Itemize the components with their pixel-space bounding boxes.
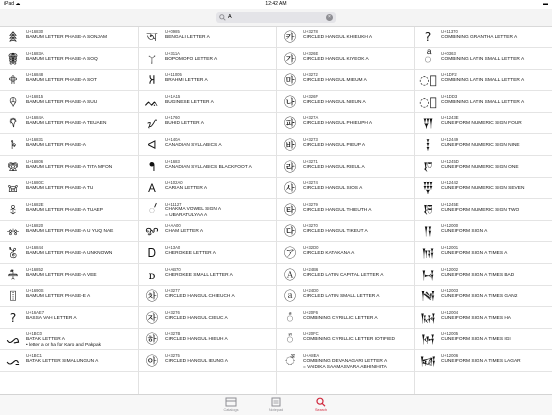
character-name: BAMUM LETTER PHASE-E A	[26, 294, 91, 300]
character-alias: • letter a or ha for Karo and Pakpak	[26, 342, 102, 348]
character-name: BRAHMI LETTER A	[165, 78, 208, 84]
character-name: CHEROKEE SMALL LETTER A	[165, 272, 233, 278]
character-name: CUNEIFORM SIGN A TIMES IGI	[441, 337, 511, 343]
character-row[interactable]	[139, 329, 277, 350]
character-row[interactable]	[139, 308, 277, 329]
character-row[interactable]	[277, 70, 415, 91]
character-name: CIRCLED HANGUL IEUNG A	[165, 359, 228, 364]
character-name: CHAKMA VOWEL SIGN A	[165, 207, 222, 213]
character-glyph: 𖡈	[8, 73, 18, 88]
character-name: CIRCLED HANGUL PIEUP A	[303, 143, 366, 148]
character-name: CIRCLED HANGUL RIEUL A	[303, 164, 365, 170]
character-glyph: ㉸	[283, 30, 296, 44]
grid-column	[138, 27, 277, 394]
character-row[interactable]	[0, 265, 138, 286]
codepoint-label: U+1690S	[26, 288, 44, 294]
character-glyph: ㉲	[283, 73, 296, 88]
character-glyph: ◌ⷶ	[286, 310, 294, 325]
character-row[interactable]	[139, 200, 277, 221]
character-glyph: 𒀃	[420, 289, 436, 304]
carrier-label: iPad ☁	[4, 1, 21, 7]
character-row[interactable]	[0, 113, 138, 134]
character-row[interactable]	[139, 135, 277, 156]
character-glyph: ᝠ	[147, 116, 157, 131]
character-row[interactable]	[277, 351, 415, 372]
character-glyph: 𖠕	[9, 94, 17, 109]
character-row[interactable]	[415, 27, 552, 48]
character-glyph: ㉴	[283, 181, 296, 196]
character-row[interactable]	[277, 200, 415, 221]
character-name: BATAK LETTER A	[26, 336, 66, 342]
tab-notepad[interactable]	[261, 397, 291, 412]
tab-catalogs-label: Catalogs	[223, 408, 239, 412]
codepoint-label: U+3273	[303, 137, 318, 142]
character-row[interactable]	[0, 200, 138, 221]
codepoint-label: U+16831	[26, 137, 44, 142]
codepoint-label: U+1682E	[26, 201, 44, 207]
character-glyph: ㉹	[283, 202, 296, 217]
codepoint-label: U+102A0	[165, 180, 183, 186]
codepoint-label: U+3278	[303, 29, 318, 34]
character-row[interactable]	[277, 92, 415, 113]
character-name: CARIAN LETTER A	[165, 186, 208, 192]
search-icon	[219, 14, 226, 21]
codepoint-label: U+12003	[441, 288, 459, 294]
character-name: CANADIAN SYLLABICS A	[165, 143, 222, 148]
character-name: CIRCLED LATIN SMALL LETTER A	[303, 294, 380, 300]
grid-column	[276, 27, 415, 394]
character-row[interactable]	[277, 157, 415, 178]
character-name: COMBINING CYRILLIC LETTER A	[303, 315, 378, 321]
character-glyph: 𒑞	[422, 202, 434, 217]
character-row[interactable]	[277, 178, 415, 199]
character-name: CUNEIFORM SIGN A TIMES GAN2	[441, 294, 518, 300]
character-row[interactable]	[139, 92, 277, 113]
notepad-icon	[270, 397, 282, 407]
character-glyph: ◌ᷲ	[419, 73, 437, 88]
codepoint-label: U+16848	[26, 72, 44, 78]
character-glyph: 𒀅	[420, 332, 436, 347]
clear-search-icon[interactable]: ×	[326, 14, 333, 21]
character-name: BAMUM LETTER PHASE-A TEUAEN	[26, 121, 107, 127]
character-glyph: 𖤅	[9, 289, 17, 304]
character-row[interactable]	[415, 135, 552, 156]
character-name: CUNEIFORM SIGN A TIMES BAD	[441, 272, 515, 278]
character-name: BAMUM LETTER PHASE-A U YUQ NAE	[26, 229, 114, 235]
codepoint-label: U+326E	[303, 50, 319, 56]
character-glyph: 𖠆	[7, 159, 19, 174]
character-row[interactable]	[277, 265, 415, 286]
character-glyph: অ	[146, 30, 158, 44]
character-name: CIRCLED LATIN CAPITAL LETTER A	[303, 272, 384, 278]
codepoint-label: U+16815	[26, 93, 44, 99]
character-glyph: ㉱	[283, 159, 296, 174]
codepoint-label: U+16852	[26, 266, 44, 272]
character-glyph: 𖡄	[8, 246, 18, 260]
character-alias: = VAIDIKA SAAMASVARA ABHINIHITA	[303, 364, 387, 370]
character-glyph: 𖠠	[6, 224, 20, 239]
character-row[interactable]	[0, 157, 138, 178]
character-name: COMBINING LATIN SMALL LETTER A	[441, 56, 525, 62]
character-glyph: ㉰	[283, 224, 296, 239]
codepoint-label: U+1683	[165, 158, 180, 164]
codepoint-label: U+3275	[165, 353, 180, 358]
codepoint-label: U+12002	[441, 266, 459, 272]
character-name: CHEROKEE LETTER A	[165, 251, 216, 256]
codepoint-label: U+3277	[165, 288, 180, 294]
character-row[interactable]	[0, 243, 138, 264]
character-glyph: ㉻	[145, 332, 158, 347]
codepoint-label: U+12004	[441, 309, 459, 315]
character-row[interactable]	[277, 27, 415, 48]
codepoint-label: U+3272	[303, 72, 318, 78]
character-glyph: 𒀄	[420, 310, 436, 325]
character-row[interactable]	[415, 308, 552, 329]
character-glyph: ᯀ	[6, 332, 20, 347]
character-name: CIRCLED HANGUL PHIEUPH A	[303, 121, 373, 127]
character-row[interactable]	[277, 308, 415, 329]
character-glyph: Ꭰ	[147, 246, 157, 260]
character-glyph: 𒑉	[425, 138, 431, 152]
codepoint-label: U+16806	[26, 158, 44, 164]
codepoint-label: U+326F	[303, 93, 319, 99]
character-glyph: ㉵	[145, 354, 158, 368]
character-row[interactable]	[0, 70, 138, 91]
character-glyph: Ⓐ	[283, 267, 296, 282]
character-row[interactable]	[415, 265, 552, 286]
character-row[interactable]	[277, 221, 415, 242]
tab-bar	[0, 394, 552, 415]
character-glyph: ᖳ	[148, 159, 156, 174]
character-name: COMBINING LATIN SMALL LETTER A	[441, 78, 525, 84]
character-name: CIRCLED HANGUL NIEUN A	[303, 99, 366, 105]
codepoint-label: U+20FC	[303, 331, 319, 337]
character-row[interactable]	[0, 92, 138, 113]
character-glyph: 𒐾	[422, 116, 434, 131]
character-row[interactable]	[139, 351, 277, 372]
character-glyph: 𒑂	[422, 181, 434, 196]
character-row[interactable]	[277, 135, 415, 156]
codepoint-label: U+1245D	[441, 158, 459, 164]
battery-icon: ▬	[543, 1, 548, 7]
character-name: CIRCLED KATAKANA A	[303, 251, 355, 256]
codepoint-label: U+24B6	[303, 266, 319, 272]
codepoint-label: U+1683A	[26, 50, 44, 56]
character-row[interactable]	[139, 286, 277, 307]
character-row[interactable]	[139, 113, 277, 134]
character-glyph: ᯁ	[6, 354, 20, 368]
character-glyph: 𑄧	[148, 202, 156, 217]
character-name: COMBINING GRANTHA LETTER A	[441, 35, 518, 40]
character-alias: = UBARATULYAA A	[165, 213, 208, 219]
character-name: CIRCLED HANGUL SIOS A	[303, 186, 363, 192]
character-name: BAMUM LETTER PHASE-A UNKNOWN	[26, 251, 113, 256]
character-glyph: ㉺	[283, 116, 296, 131]
character-name: CUNEIFORM NUMERIC SIGN TWO	[441, 207, 520, 213]
character-glyph: 𖡊	[9, 116, 17, 131]
character-row[interactable]	[0, 329, 138, 350]
codepoint-label: U+1DF2	[441, 72, 457, 78]
codepoint-label: U+A8EA	[303, 353, 320, 358]
character-name: BAMUM LETTER PHASE-A SONJAM	[26, 35, 108, 40]
character-glyph: ㉶	[145, 310, 158, 325]
codepoint-label: U+1680C	[26, 180, 44, 186]
character-glyph: ◌꣪	[285, 354, 295, 368]
character-glyph: 𖠱	[10, 138, 16, 152]
codepoint-label: U+AA00	[165, 223, 181, 229]
character-glyph: 𒀀	[423, 224, 433, 239]
character-glyph: ㋐	[283, 246, 296, 260]
codepoint-label: U+1BC0	[26, 331, 42, 337]
character-name: COMBINING CYRILLIC LETTER IOTIFIED	[303, 337, 395, 343]
character-row[interactable]	[415, 178, 552, 199]
tab-catalogs[interactable]	[216, 397, 246, 412]
codepoint-label: U+3276	[165, 309, 180, 315]
character-row[interactable]	[415, 157, 552, 178]
character-row[interactable]	[0, 27, 138, 48]
character-name: CIRCLED HANGUL TIKEUT A	[303, 229, 368, 235]
character-name: CIRCLED HANGUL KHIEUKH A	[303, 35, 373, 40]
search-value: A	[228, 14, 232, 20]
codepoint-label: U+16844	[26, 245, 44, 250]
character-row[interactable]	[139, 178, 277, 199]
character-name: BUHID LETTER A	[165, 121, 204, 127]
character-glyph: 𒑝	[422, 159, 434, 174]
grid-column	[0, 27, 138, 394]
codepoint-label: U+327A	[303, 115, 319, 121]
character-row[interactable]	[277, 113, 415, 134]
codepoint-label: U+32D0	[303, 245, 319, 250]
character-name: BASSA VAH LETTER A	[26, 315, 77, 321]
codepoint-label: U+16AE7	[26, 309, 45, 315]
codepoint-label: U+1BC1	[26, 353, 42, 358]
character-row[interactable]	[415, 221, 552, 242]
catalog-icon	[225, 397, 237, 407]
character-row[interactable]	[277, 329, 415, 350]
character-row[interactable]	[139, 243, 277, 264]
character-glyph: ㉷	[145, 289, 158, 304]
codepoint-label: U+3274	[303, 180, 318, 186]
character-row[interactable]	[277, 49, 415, 70]
tab-notepad-label: Notepad	[268, 408, 284, 412]
character-row[interactable]	[277, 286, 415, 307]
codepoint-label: U+12449	[441, 137, 459, 142]
character-glyph: 𑀅	[148, 73, 156, 88]
codepoint-label: U+12000	[441, 223, 459, 229]
character-name: CIRCLED HANGUL CIEUC A	[165, 315, 228, 321]
character-row[interactable]	[415, 200, 552, 221]
codepoint-label: U+24D0	[303, 288, 319, 294]
codepoint-label: U+327B	[165, 331, 181, 337]
character-glyph: ᐊ	[147, 138, 157, 152]
character-name: BUGINESE LETTER A	[165, 99, 214, 105]
character-glyph: ⓐ	[283, 289, 296, 304]
character-name: COMBINING LATIN SMALL LETTER A	[441, 99, 525, 105]
search-input[interactable]	[216, 12, 336, 23]
codepoint-label: U+1684A	[26, 115, 44, 121]
codepoint-label: U+1243E	[441, 115, 459, 121]
codepoint-label: U+1245E	[441, 201, 459, 207]
character-row[interactable]	[0, 49, 138, 70]
codepoint-label: U+20F6	[303, 309, 319, 315]
character-row[interactable]	[139, 265, 277, 286]
codepoint-label: U+140A	[165, 137, 181, 142]
character-row[interactable]	[139, 70, 277, 91]
character-row[interactable]	[415, 113, 552, 134]
character-name: CUNEIFORM SIGN A TIMES A	[441, 251, 508, 256]
character-name: CUNEIFORM SIGN A TIMES LAGAR	[441, 359, 521, 364]
character-glyph: ꭰ	[148, 267, 156, 282]
character-glyph: ◌ᷓ	[419, 94, 437, 109]
character-glyph: 𐊠	[148, 181, 156, 196]
character-name: BENGALI LETTER A	[165, 35, 210, 40]
character-name: CUNEIFORM SIGN A	[441, 229, 488, 235]
character-row[interactable]	[415, 92, 552, 113]
character-row[interactable]	[0, 135, 138, 156]
character-glyph: ◌ꙵ	[286, 332, 294, 347]
search-bar	[0, 9, 552, 27]
codepoint-label: U+AB70	[165, 266, 181, 272]
codepoint-label: U+1A15	[165, 93, 181, 99]
tab-search[interactable]	[306, 397, 336, 412]
codepoint-label: U+12442	[441, 180, 459, 186]
character-glyph: 𖡒	[7, 267, 19, 282]
character-name: BAMUM LETTER PHASE-A SOT	[26, 78, 97, 84]
character-glyph: ㉮	[283, 51, 296, 66]
character-row[interactable]	[415, 70, 552, 91]
character-name: BAMUM LETTER PHASE-A	[26, 143, 86, 148]
character-glyph: 𒀂	[421, 267, 435, 282]
character-name: CIRCLED HANGUL MIEUM A	[303, 78, 367, 84]
character-glyph: ㉯	[283, 94, 296, 109]
character-row[interactable]	[0, 308, 138, 329]
codepoint-label: U+12001	[441, 245, 459, 250]
codepoint-label: U+3271	[303, 158, 318, 164]
character-name: CIRCLED HANGUL THIEUTH A	[303, 207, 372, 213]
character-glyph: ◌ͣ	[424, 51, 432, 66]
codepoint-label: U+3270	[303, 223, 318, 229]
character-row[interactable]	[0, 351, 138, 372]
character-glyph: ᨕ	[144, 94, 160, 109]
character-glyph: ꨀ	[145, 224, 159, 239]
codepoint-label: U+3279	[303, 201, 318, 207]
character-glyph: ?	[424, 30, 432, 44]
character-name: BAMUM LETTER PHASE-A VEE	[26, 272, 97, 278]
character-name: BATAK LETTER SIMALUNGUN A	[26, 359, 99, 364]
character-row[interactable]	[0, 286, 138, 307]
codepoint-label: U+11127	[165, 201, 182, 207]
codepoint-label: U+13A0	[165, 245, 181, 250]
character-glyph: ㄚ	[145, 51, 158, 66]
character-name: BAMUM LETTER PHASE-A TITA MFON	[26, 164, 113, 170]
character-name: CUNEIFORM SIGN A TIMES HA	[441, 315, 512, 321]
character-name: CANADIAN SYLLABICS BLACKFOOT A	[165, 164, 252, 170]
status-bar	[0, 0, 552, 9]
clock: 12:42 AM	[265, 1, 287, 7]
character-glyph: 𒀆	[419, 354, 437, 368]
character-row[interactable]	[0, 178, 138, 199]
codepoint-label: U+311A	[165, 50, 180, 56]
character-row[interactable]	[415, 243, 552, 264]
character-glyph: 𖠺	[8, 51, 18, 66]
codepoint-label: U+16830	[26, 29, 44, 34]
search-icon	[315, 397, 327, 407]
character-name: BAMUM LETTER PHASE-A SOQ	[26, 56, 98, 62]
codepoint-label: U+12005	[441, 331, 459, 337]
codepoint-label: U+1DD3	[441, 93, 458, 99]
character-name: BOPOMOFO LETTER A	[165, 56, 218, 62]
character-name: CIRCLED HANGUL HIEUH A	[165, 337, 228, 343]
codepoint-label: U+12006	[441, 353, 459, 358]
character-row[interactable]	[0, 221, 138, 242]
character-row[interactable]	[415, 329, 552, 350]
codepoint-label: U+0363	[441, 50, 456, 56]
codepoint-label: U+11370	[441, 29, 458, 34]
character-name: BAMUM LETTER PHASE-A TUAEP	[26, 207, 103, 213]
character-row[interactable]	[415, 351, 552, 372]
character-glyph: 𖠮	[9, 202, 17, 217]
character-name: CHAM LETTER A	[165, 229, 204, 235]
codepoint-label: U+11005	[165, 72, 182, 78]
codepoint-label: U+0985	[165, 29, 180, 34]
character-glyph: 𒀁	[421, 246, 435, 260]
character-name: CUNEIFORM NUMERIC SIGN NINE	[441, 143, 520, 148]
character-row[interactable]	[139, 157, 277, 178]
character-glyph: ㉳	[283, 138, 296, 152]
codepoint-label: U+1760	[165, 115, 180, 121]
character-glyph: 𖠌	[7, 181, 19, 196]
character-name: CUNEIFORM NUMERIC SIGN FOUR	[441, 121, 522, 127]
character-row[interactable]	[415, 286, 552, 307]
character-row[interactable]	[139, 27, 277, 48]
character-name: COMBINING DEVANAGARI LETTER A	[303, 358, 388, 364]
codepoint-label: U+16820	[26, 223, 44, 229]
grid-column	[414, 27, 552, 394]
character-name: CIRCLED HANGUL KIYEOK A	[303, 56, 369, 62]
character-name: CUNEIFORM NUMERIC SIGN ONE	[441, 164, 519, 170]
character-grid	[0, 27, 552, 394]
character-row[interactable]	[139, 221, 277, 242]
character-glyph: 𖠰	[8, 30, 18, 44]
character-name: BAMUM LETTER PHASE-A TU	[26, 186, 94, 192]
character-name: BAMUM LETTER PHASE-A SUU	[26, 99, 98, 105]
character-glyph: ?	[9, 310, 17, 325]
tab-search-label: Search	[314, 408, 328, 412]
character-row[interactable]	[415, 49, 552, 70]
character-row[interactable]	[277, 243, 415, 264]
character-row[interactable]	[139, 49, 277, 70]
character-name: CUNEIFORM NUMERIC SIGN SEVEN	[441, 186, 525, 192]
character-name: CIRCLED HANGUL CHIEUCH A	[165, 294, 235, 300]
